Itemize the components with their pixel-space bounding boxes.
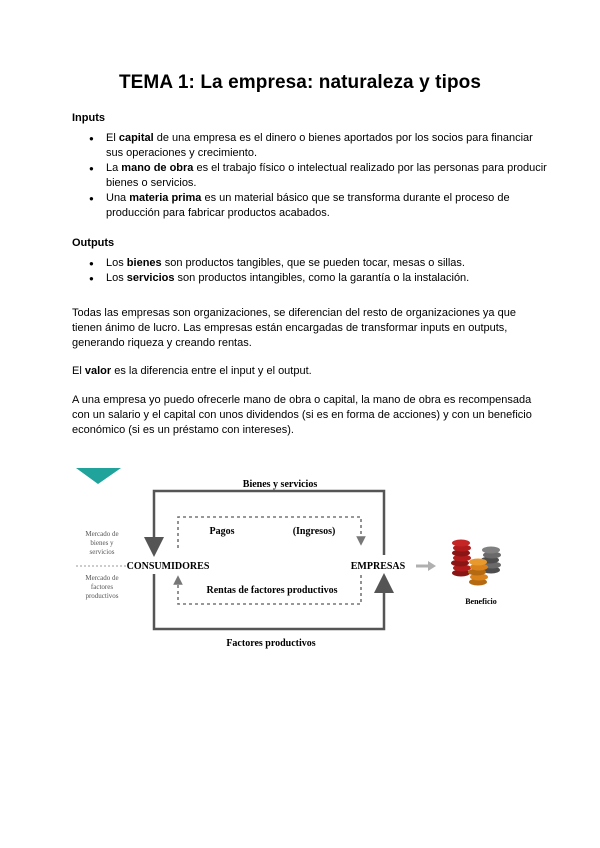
paragraph-organizaciones: Todas las empresas son organizaciones, se diferencian del resto de organizaciones ya que tienen ánimo de lucro. Las empresas están encargadas de transformar inputs en outputs, generando riqueza y creando rentas.	[72, 307, 516, 349]
list-item: ● El capital de una empresa es el dinero o bienes aportados por los socios para financiar sus operaciones y crecimiento.	[72, 131, 552, 161]
label-mercado-factores-1: Mercado de	[85, 574, 119, 582]
label-consumidores: CONSUMIDORES	[126, 561, 210, 572]
label-factores-productivos: Factores productivos	[226, 638, 316, 649]
list-item: ● Una materia prima es un material básico que se transforma durante el proceso de producción para fabricar productos acabados.	[72, 191, 552, 221]
list-item: ● La mano de obra es el trabajo físico o intelectual realizado por las personas para producir bienes o servicios.	[72, 161, 552, 191]
label-mercado-bienes-2: bienes y	[90, 539, 114, 547]
beneficio-arrow-head	[428, 561, 436, 571]
list-item: ● Los bienes son productos tangibles, que se pueden tocar, mesas o sillas.	[72, 256, 552, 271]
list-item: ● Los servicios son productos intangibles, como la garantía o la instalación.	[72, 271, 552, 286]
label-rentas: Rentas de factores productivos	[206, 585, 338, 596]
factores-productivos-arrow	[154, 574, 384, 629]
label-mercado-factores-3: productivos	[85, 592, 119, 600]
paragraph-recompensas: A una empresa yo puedo ofrecerle mano de obra o capital, la mano de obra es recompensada con un salario y el capital con unos dividendos (si es en forma de acciones) y con un beneficio económico (si es un préstamo con intereses).	[72, 394, 532, 436]
label-mercado-bienes-3: servicios	[89, 548, 115, 556]
paragraph-valor: El valor es la diferencia entre el input y el output.	[72, 365, 312, 377]
label-ingresos: (Ingresos)	[292, 526, 336, 537]
label-pagos: Pagos	[209, 526, 235, 537]
label-empresas: EMPRESAS	[350, 561, 406, 572]
label-mercado-factores-2: factores	[90, 583, 114, 591]
page-title: TEMA 1: La empresa: naturaleza y tipos	[118, 72, 482, 93]
bienes-servicios-arrow	[154, 491, 384, 555]
label-bienes-servicios: Bienes y servicios	[242, 479, 318, 490]
label-beneficio: Beneficio	[465, 597, 497, 606]
inputs-heading: Inputs	[72, 112, 105, 124]
teal-triangle-decoration	[76, 468, 121, 484]
outputs-heading: Outputs	[72, 237, 115, 249]
coins-icon	[451, 540, 501, 586]
label-mercado-bienes-1: Mercado de	[85, 530, 119, 538]
